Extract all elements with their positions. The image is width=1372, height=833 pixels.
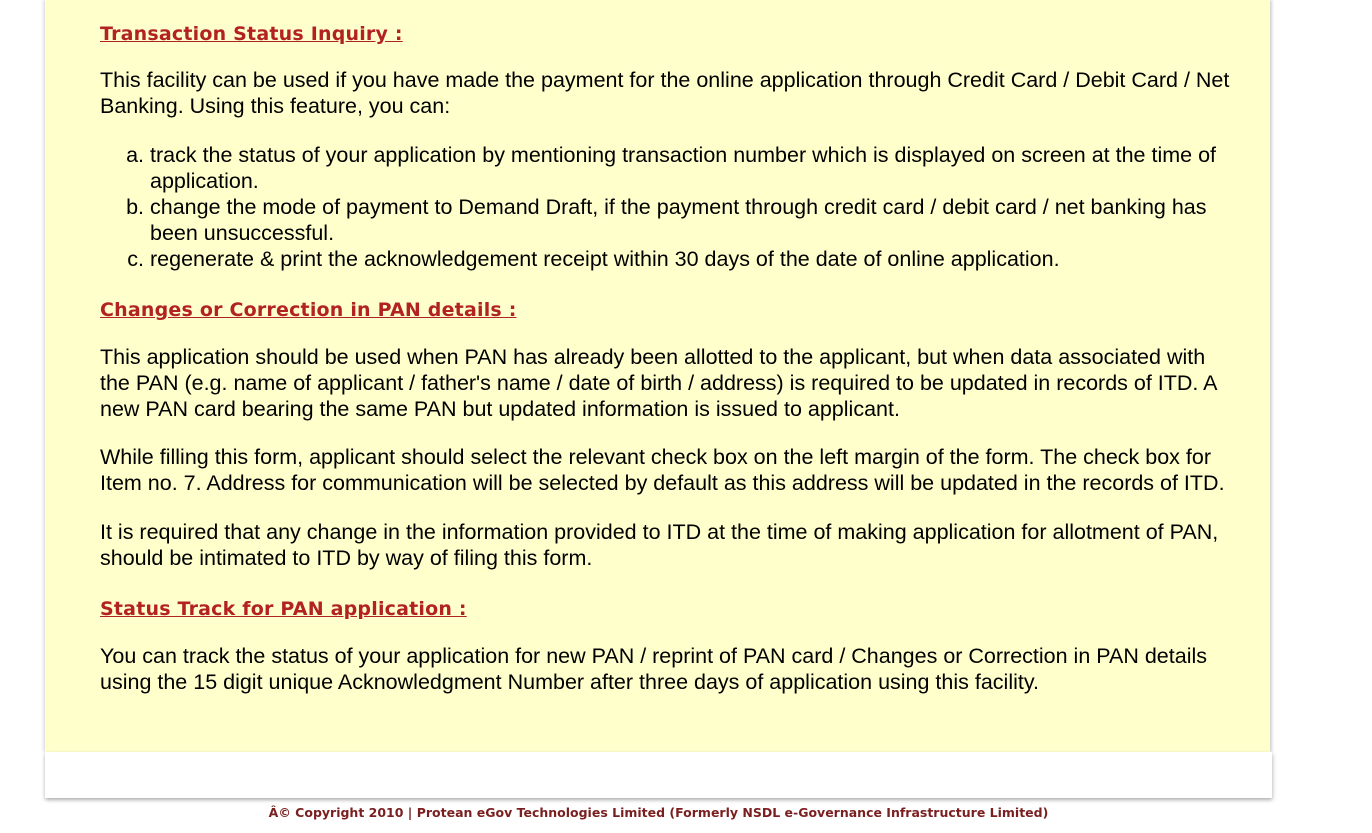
transaction-intro: This facility can be used if you have made the payment for the online application through Credit Card / Debit Card / Net Banking. Using this feature, you can: [100,68,1230,118]
changes-correction-heading: Changes or Correction in PAN details : [100,299,517,321]
list-item: c. regenerate & print the acknowledgement receipt within 30 days of the date of online application. [150,246,1235,272]
list-item: b. change the mode of payment to Demand Draft, if the payment through credit card / debit card / net banking has been unsuccessful. [150,194,1235,246]
transaction-status-heading: Transaction Status Inquiry : [100,23,403,45]
transaction-list [100,142,1235,272]
changes-paragraph-1: This application should be used when PAN has already been allotted to the applicant, but when data associated with the PAN (e.g. name of applicant / father's name / date of birth / address) is required to be updated in records of ITD. A new PAN card bearing the same PAN but updated information is issued to applicant. [100,345,1217,421]
status-track-heading: Status Track for PAN application : [100,598,467,620]
status-track-paragraph: You can track the status of your application for new PAN / reprint of PAN card / Changes or Correction in PAN details using the 15 digit unique Acknowledgment Number after three days of application using this facility. [100,644,1207,694]
list-item: a. track the status of your application by mentioning transaction number which is displayed on screen at the time of application. [150,142,1235,194]
content-area [100,20,1235,695]
copyright-text: Â© Copyright 2010 | Protean eGov Technologies Limited (Formerly NSDL e-Governance Infrastructure Limited) [268,805,1049,820]
changes-paragraph-3: It is required that any change in the information provided to ITD at the time of making application for allotment of PAN, should be intimated to ITD by way of filing this form. [100,520,1219,570]
changes-paragraph-2: While filling this form, applicant should select the relevant check box on the left margin of the form. The check box for Item no. 7. Address for communication will be selected by default as this address will be updated in the records of ITD. [100,445,1225,495]
content-panel-footer [45,752,1272,798]
